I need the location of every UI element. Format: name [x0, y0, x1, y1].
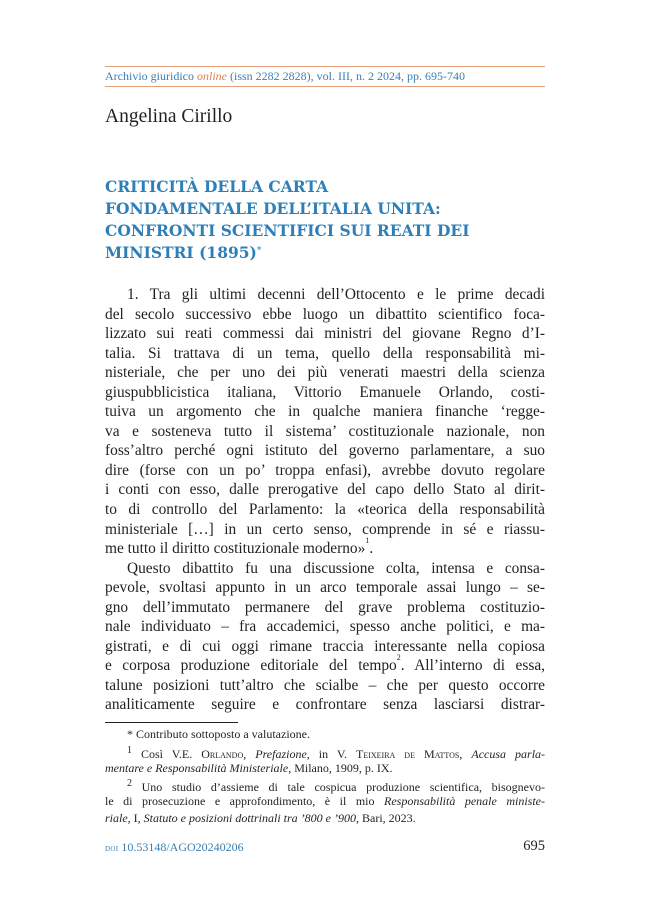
doi-link[interactable]: [105, 840, 244, 855]
footnote-ref-2[interactable]: 2: [396, 653, 401, 663]
body-line: [105, 653, 545, 676]
running-head: [105, 68, 545, 84]
author-name: Angelina Cirillo: [105, 106, 233, 127]
footnote-1-author: Orlando: [201, 746, 244, 761]
article-body: [105, 285, 545, 715]
title-line-text: MINISTRI (1895): [105, 243, 257, 262]
footnote-2-text: , Bari, 2023.: [356, 810, 416, 825]
footnote-1-book: Accusa parla-: [471, 746, 546, 761]
body-line: gno dell’immutato permanere del grave problema costituzio-: [105, 598, 545, 616]
body-line: ministeriale […] in un certo senso, comprende in sé e riassu-: [105, 520, 545, 538]
footnote-2-text: , I,: [127, 810, 144, 825]
footnote-2-text: Uno studio d’assieme di tale cospicua produzione scientifica, bisognevo-: [141, 780, 545, 795]
body-line-end: . All’interno di essa,: [400, 657, 545, 675]
footnote-ref-1[interactable]: 1: [365, 536, 370, 546]
journal-details: (issn 2282 2828), vol. III, n. 2 2024, pp. 695-740: [229, 69, 465, 83]
footnote-1-cont: [105, 760, 545, 777]
body-line: nale individuato – fra accademici, spesso anche politici, e ma-: [105, 618, 545, 636]
article-title: [105, 176, 545, 264]
footnote-1-text: ,: [243, 746, 256, 761]
footnote-2-book: Responsabilità penale ministe-: [384, 794, 545, 809]
footnote-1-text: , Milano, 1909, p. IX.: [288, 760, 393, 775]
body-line: talune posizioni tutt’altro che scialbe – che per questo occorre: [105, 676, 545, 694]
footnote-2-cont: [105, 810, 545, 827]
body-line: foss’altro perché ogni istituto del governo parlamentare, a suo: [105, 442, 545, 460]
footnote-2-book-cont: riale: [105, 810, 128, 825]
body-line: to di controllo del Parlamento: la «teorica della responsabilità: [105, 501, 545, 519]
footnotes: [105, 726, 545, 827]
body-line: gistrati, e di cui oggi rimane traccia interessante nella copiosa: [105, 637, 545, 655]
footnote-2-text: le di prosecuzione e approfondimento, è il mio: [105, 794, 384, 809]
footnote-2-mark: 2: [127, 778, 132, 790]
body-line: talia. Si trattava di un tema, quello della responsabilità mi-: [105, 344, 545, 362]
body-line: Questo dibattito fu una discussione colta, intensa e consa-: [127, 559, 545, 577]
doi-value: 10.53148/AGO20240206: [121, 840, 244, 854]
body-line: i conti con esso, dalle prerogative del capo dello Stato al dirit-: [105, 481, 545, 499]
footnote-1-book-cont: mentare e Responsabilità Ministeriale: [105, 760, 289, 775]
body-line: [105, 536, 545, 559]
doi-label: doi: [105, 843, 119, 854]
body-line: lizzato sui reati commessi dai ministri del giovane Regno d’I-: [105, 325, 545, 343]
footnote-1-work: Prefazione: [255, 746, 307, 761]
header-top-rule: [105, 66, 545, 67]
body-line-end: .: [369, 540, 374, 558]
title-footnote-mark: *: [256, 246, 262, 256]
footnote-1-author-2: Teixeira de Mattos: [356, 746, 460, 761]
footnote-separator: [105, 722, 238, 723]
body-line: 1. Tra gli ultimi decenni dell’Ottocento e le prime decadi: [127, 286, 545, 303]
title-line: CONFRONTI SCIENTIFICI SUI REATI DEI: [105, 221, 470, 240]
title-line: CRITICITÀ DELLA CARTA: [105, 177, 329, 196]
body-line-text: e corposa produzione editoriale del tempo: [105, 657, 397, 675]
footnote-1-text: ,: [459, 746, 472, 761]
journal-name: Archivio giuridico: [105, 69, 194, 83]
footnote-2-volume: Statuto e posizioni dottrinali tra ’800 e ’900: [143, 810, 357, 825]
body-line: pevole, svoltasi appunto in un arco temporale assai lungo – se-: [105, 579, 545, 597]
body-line: dire (forse con un po’ troppa enfasi), avrebbe dovuto regolare: [105, 461, 545, 479]
footnote-star: * Contributo sottoposto a valutazione.: [127, 727, 310, 741]
body-line: analiticamente seguire e confrontare senza lasciarsi distrar-: [105, 696, 545, 714]
body-line: va e sosteneva tutto il sistema’ costituzionale nazionale, non: [105, 422, 545, 440]
header-bottom-rule: [105, 86, 545, 87]
footnote-2: [105, 776, 545, 793]
title-line: [105, 242, 545, 264]
body-line: del secolo successivo ebbe luogo un dibattito scientifico foca-: [105, 305, 545, 323]
footnote-1-text: Così V.E.: [141, 746, 202, 761]
body-line: tuiva un argomento che in qualche maniera finanche ‘regge-: [105, 403, 545, 421]
page-number: 695: [523, 838, 545, 854]
title-line: FONDAMENTALE DELL’ITALIA UNITA:: [105, 199, 441, 218]
journal-online-label: online: [196, 69, 227, 83]
footnote-1: [105, 743, 545, 760]
footnote-2-cont: [105, 793, 545, 810]
body-line-text: me tutto il diritto costituzionale moderno»: [105, 540, 366, 558]
body-line: nisteriale, che per uno dei più venerati maestri della scienza: [105, 364, 545, 382]
footnote-1-mark: 1: [127, 744, 132, 756]
body-line: giuspubblicistica italiana, Vittorio Emanuele Orlando, costi-: [105, 383, 545, 401]
footnote-1-text: , in V.: [306, 746, 356, 761]
